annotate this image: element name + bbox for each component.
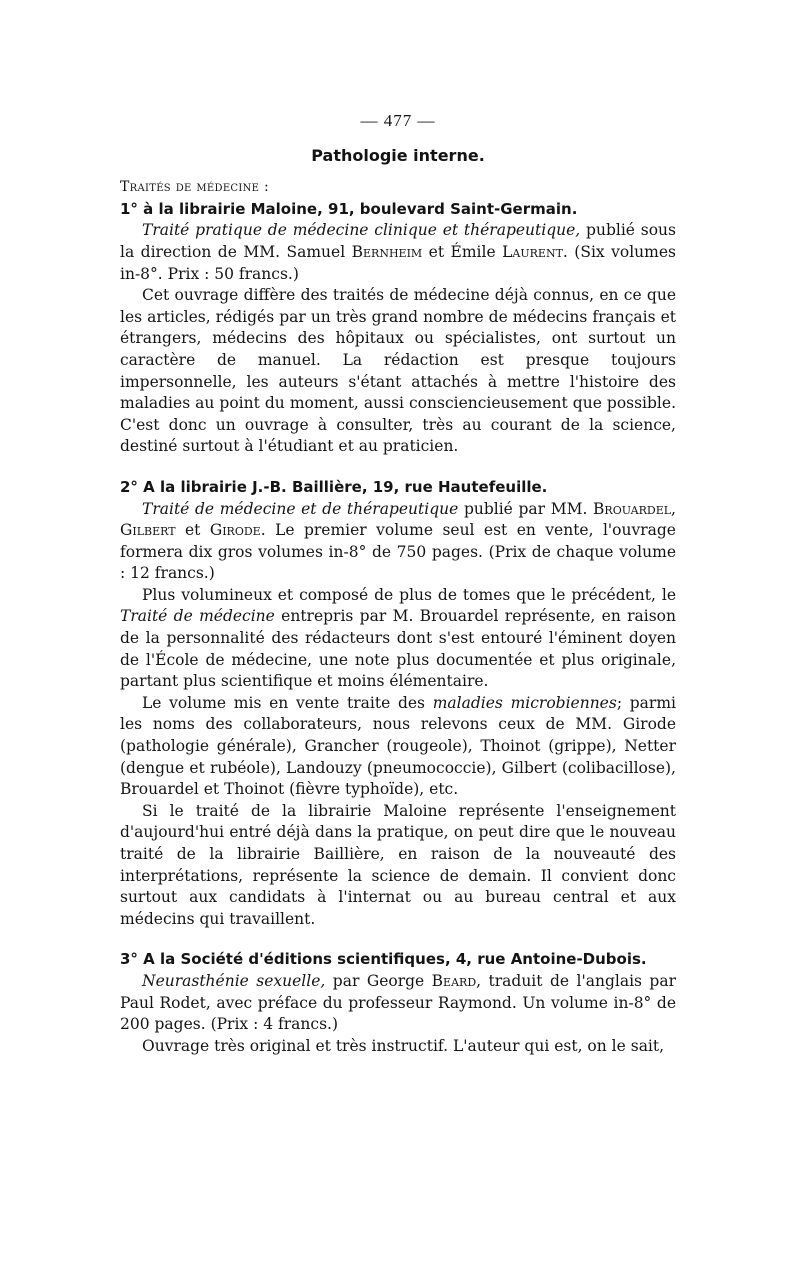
entry-3-reference <box>120 971 676 1036</box>
entry-1-author-2: Laurent <box>502 242 563 261</box>
entry-2-header: 2° A la librairie J.-B. Baillière, 19, rue Hautefeuille. <box>120 477 548 496</box>
entry-1-title: Traité pratique de médecine clinique et thérapeutique, <box>142 221 581 240</box>
entry-2-paragraph-2 <box>120 693 676 801</box>
entry-1-paragraph: Cet ouvrage diffère des traités de médecine déjà connus, en ce que les articles, rédigés par un très grand nombre de médecins français et étrangers, médecins des hôpitaux ou spécialistes, ont surtout un caractère de manuel. La rédaction est presque toujours impersonnelle, les auteurs s'étant attachés à mettre l'histoire des maladies au point du moment, aussi consciencieusement que possible. C'est donc un ouvrage à consulter, très au courant de la science, destiné surtout à l'étudiant et au praticien. <box>120 286 676 456</box>
entry-2-reference <box>120 499 676 585</box>
entry-2-author-3: Girode <box>209 521 261 540</box>
entry-3-author-1: Beard <box>431 971 477 990</box>
entry-2-p2-title: maladies microbiennes <box>432 693 617 712</box>
entry-3-title: Neurasthénie sexuelle, <box>142 971 326 990</box>
page-text <box>120 110 676 1057</box>
entry-3-header: 3° A la Société d'éditions scientifiques, 4, rue Antoine-Dubois. <box>120 950 647 969</box>
entry-2-ref-a: publié par MM. <box>458 499 594 518</box>
section-title: Pathologie interne. <box>311 145 485 165</box>
entry-3-ref-a: par George <box>325 971 432 990</box>
entry-2-p1-b: entrepris par M. Brouardel représente, en raison de la personnalité des rédacteurs dont s'est entouré l'éminent doyen de l'École de médecine, une note plus documentée et plus originale, partant plus scientifique et moins élémentaire. <box>120 607 676 691</box>
entry-2-p2-b: ; parmi les noms des collaborateurs, nous relevons ceux de MM. Girode (pathologie générale), Grancher (rougeole), Thoinot (grippe), Netter (dengue et rubéole), Landouzy (pneumococcie), Gilbert (colibacillose), Brouardel et Thoinot (fièvre typhoïde), etc. <box>120 693 676 799</box>
entry-1-ref-b: et Émile <box>422 242 503 261</box>
entry-2-author-1: Brouardel <box>593 499 672 518</box>
entry-3-paragraph: Ouvrage très original et très instructif. L'auteur qui est, on le sait, <box>142 1036 665 1055</box>
entry-2-ref-b: , <box>671 499 676 518</box>
heading-traites: Traités de médecine : <box>120 179 270 196</box>
entry-2-ref-c: et <box>175 521 210 540</box>
entry-1-ref-c: . (Six volumes in-8°. Prix : 50 francs.) <box>120 242 676 283</box>
entry-3-ref-b: , traduit de l'anglais par Paul Rodet, avec préface du professeur Raymond. Un volume in-8° de 200 pages. (Prix : 4 francs.) <box>120 971 677 1034</box>
entry-2-p1-title: Traité de médecine <box>120 607 275 626</box>
entry-2-p1-a: Plus volumineux et composé de plus de tomes que le précédent, le <box>142 585 676 604</box>
entry-1-reference <box>120 220 676 285</box>
entry-2-title: Traité de médecine et de thérapeutique <box>142 499 459 518</box>
entry-1-ref-a: publié sous la direction de MM. Samuel <box>120 221 676 261</box>
entry-2-ref-d: . Le premier volume seul est en vente, l'ouvrage formera dix gros volumes in-8° de 750 pages. (Prix de chaque volume : 12 francs.) <box>120 521 676 583</box>
entry-2-p2-a: Le volume mis en vente traite des <box>142 693 433 712</box>
entry-1-header: 1° à la librairie Maloine, 91, boulevard Saint-Germain. <box>120 199 578 218</box>
entry-2-paragraph-1 <box>120 585 676 693</box>
entry-1-author-1: Bernheim <box>351 242 423 261</box>
entry-2-paragraph-3: Si le traité de la librairie Maloine représente l'enseignement d'aujourd'hui entré déjà dans la pratique, on peut dire que le nouveau traité de la librairie Baillière, en raison de la nouveauté des interprétations, représente la science de demain. Il convient donc surtout aux candidats à l'internat ou au bureau central et aux médecins qui travaillent. <box>120 801 676 928</box>
page-number: — 477 — <box>360 111 436 130</box>
entry-2-author-2: Gilbert <box>120 521 176 540</box>
